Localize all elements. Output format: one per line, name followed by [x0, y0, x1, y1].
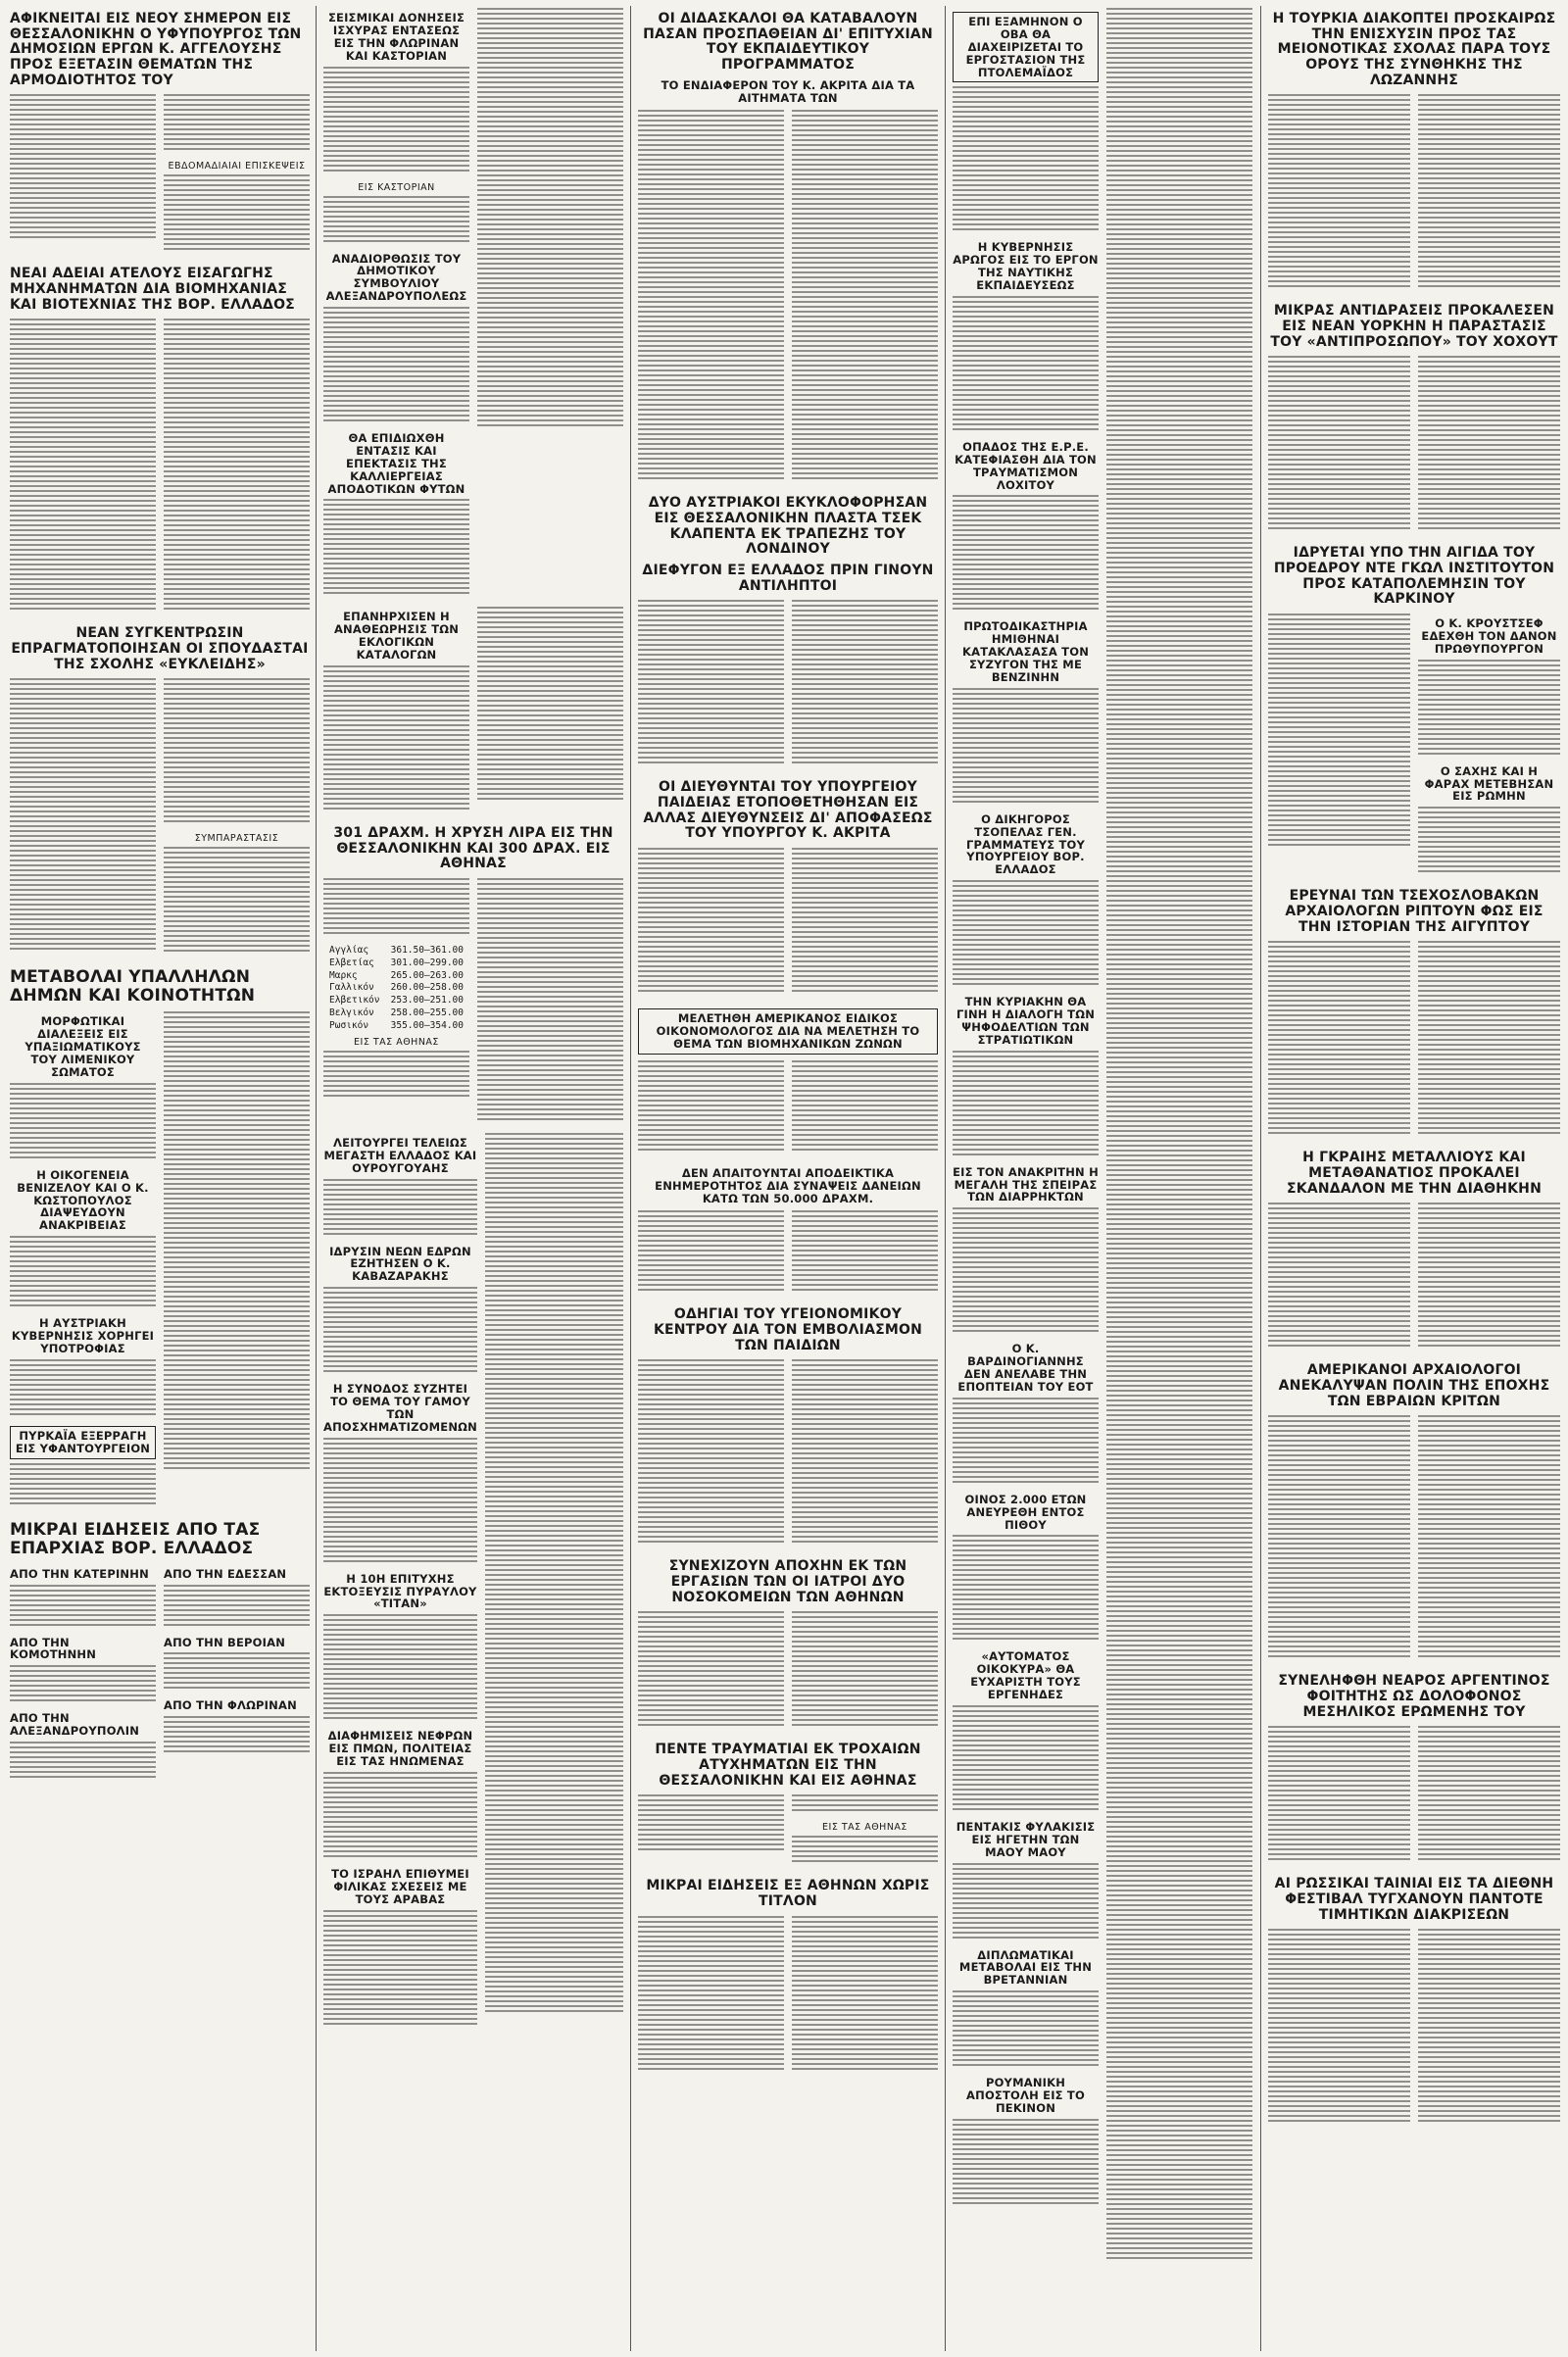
- currency-name: Ελβετικόν: [329, 995, 380, 1007]
- article-body: [638, 1792, 938, 1873]
- headline: ΡΟΥΜΑΝΙΚΗ ΑΠΟΣΤΟΛΗ ΕΙΣ ΤΟ ΠΕΚΙΝΟΝ: [966, 2076, 1085, 2115]
- column-4: [953, 6, 1252, 2351]
- headline: Η ΣΥΝΟΔΟΣ ΣΥΖΗΤΕΙ ΤΟ ΘΕΜΑ ΤΟΥ ΓΑΜΟΥ ΤΩΝ ΑΠΟΣΧΗΜΑΤΙΖΟΜΕΝΩΝ: [323, 1382, 477, 1434]
- article-body: [638, 1609, 938, 1737]
- article-block: [323, 876, 623, 1131]
- headline: ΣΥΝΕΛΗΦΘΗ ΝΕΑΡΟΣ ΑΡΓΕΝΤΙΝΟΣ ΦΟΙΤΗΤΗΣ ΩΣ ΔΟΛΟΦΟΝΟΣ ΜΕΣΗΛΙΚΟΣ ΕΡΩΜΕΝΗΣ ΤΟΥ: [1278, 1673, 1550, 1720]
- section-label: ΑΠΟ ΤΗΝ ΚΟΜΟΤΗΝΗΝ: [10, 1635, 97, 1662]
- headline: ΤΟ ΙΣΡΑΗΛ ΕΠΙΘΥΜΕΙ ΦΙΛΙΚΑΣ ΣΧΕΣΕΙΣ ΜΕ ΤΟΥΣ ΑΡΑΒΑΣ: [331, 1866, 469, 1906]
- headline: ΠΡΩΤΟΔΙΚΑΣΤΗΡΙΑ ΗΜΙΘΗΝΑΙ ΚΑΤΑΚΛΑΣΑΣΑ ΤΟΝ ΣΥΖΥΓΟΝ ΤΗΣ ΜΕ ΒΕΝΖΙΝΗΝ: [961, 619, 1090, 684]
- article-body: [1268, 354, 1560, 540]
- article-body: [10, 676, 310, 962]
- article-body: [638, 1914, 938, 2081]
- currency-name: Γαλλικόν: [329, 982, 374, 994]
- article-body: [1268, 939, 1560, 1145]
- column-rule: [945, 6, 946, 2351]
- currency-price: 253.00—251.00: [390, 995, 464, 1007]
- article-body: [10, 1009, 310, 1514]
- headline: ΑΝΑΔΙΟΡΘΩΣΙΣ ΤΟΥ ΔΗΜΟΤΙΚΟΥ ΣΥΜΒΟΥΛΙΟΥ ΑΛΕΞΑΝΔΡΟΥΠΟΛΕΩΣ: [325, 251, 467, 304]
- headline: ΝΕΑΙ ΑΔΕΙΑΙ ΑΤΕΛΟΥΣ ΕΙΣΑΓΩΓΗΣ ΜΗΧΑΝΗΜΑΤΩΝ ΔΙΑ ΒΙΟΜΗΧΑΝΙΑΣ ΚΑΙ ΒΙΟΤΕΧΝΙΑΣ ΤΗΣ ΒΟΡ. ΕΛΛΑΔΟΣ: [10, 266, 295, 313]
- article-body: [1268, 612, 1560, 883]
- subheading: ΕΙΣ ΚΑΣΤΟΡΙΑΝ: [358, 181, 435, 193]
- headline: ΔΕΝ ΑΠΑΙΤΟΥΝΤΑΙ ΑΠΟΔΕΙΚΤΙΚΑ ΕΝΗΜΕΡΟΤΗΤΟΣ ΔΙΑ ΣΥΝΑΨΕΙΣ ΔΑΝΕΙΩΝ ΚΑΤΩ ΤΩΝ 50.000 ΔΡΑΧΜ.: [655, 1165, 921, 1205]
- article-body: [1268, 1201, 1560, 1357]
- subheading: ΕΙΣ ΤΑΣ ΑΘΗΝΑΣ: [822, 1822, 907, 1834]
- subheading: ΕΒΔΟΜΑΔΙΑΙΑΙ ΕΠΙΣΚΕΨΕΙΣ: [168, 161, 306, 172]
- currency-price: 260.00—258.00: [390, 982, 464, 994]
- currency-table: [329, 945, 464, 1033]
- headline: ΔΙΑΦΗΜΙΣΕΙΣ ΝΕΦΡΩΝ ΕΙΣ ΠΜΩΝ, ΠΟΛΙΤΕΙΑΣ ΕΙΣ ΤΑΣ ΗΝΩΜΕΝΑΣ: [327, 1729, 473, 1769]
- headline: ΘΑ ΕΠΙΔΙΩΧΘΗ ΕΝΤΑΣΙΣ ΚΑΙ ΕΠΕΚΤΑΣΙΣ ΤΗΣ ΚΑΛΛΙΕΡΓΕΙΑΣ ΑΠΟΔΟΤΙΚΩΝ ΦΥΤΩΝ: [327, 431, 466, 496]
- article-body: [638, 846, 938, 1003]
- headline: ΕΠΙ ΕΞΑΜΗΝΟΝ Ο ΟΒΑ ΘΑ ΔΙΑΧΕΙΡΙΖΕΤΑΙ ΤΟ ΕΡΓΟΣΤΑΣΙΟΝ ΤΗΣ ΠΤΟΛΕΜΑΪΔΟΣ: [953, 12, 1099, 82]
- headline: ΤΗΝ ΚΥΡΙΑΚΗΝ ΘΑ ΓΙΝΗ Η ΔΙΑΛΟΓΗ ΤΩΝ ΨΗΦΟΔΕΛΤΙΩΝ ΤΩΝ ΣΤΡΑΤΙΩΤΙΚΩΝ: [956, 995, 1096, 1047]
- headline: ΣΕΙΣΜΙΚΑΙ ΔΟΝΗΣΕΙΣ ΙΣΧΥΡΑΣ ΕΝΤΑΣΕΩΣ ΕΙΣ ΤΗΝ ΦΛΩΡΙΝΑΝ ΚΑΙ ΚΑΣΤΟΡΙΑΝ: [327, 11, 466, 63]
- headline: ΕΠΑΝΗΡΧΙΣΕΝ Η ΑΝΑΘΕΩΡΗΣΙΣ ΤΩΝ ΕΚΛΟΓΙΚΩΝ ΚΑΤΑΛΟΓΩΝ: [333, 610, 460, 662]
- currency-price: 258.00—255.00: [390, 1007, 464, 1018]
- headline: ΟΙΝΟΣ 2.000 ΕΤΩΝ ΑΝΕΥΡΕΘΗ ΕΝΤΟΣ ΠΙΘΟΥ: [964, 1492, 1087, 1532]
- currency-price: 265.00—263.00: [390, 969, 464, 981]
- headline: ΙΔΡΥΕΤΑΙ ΥΠΟ ΤΗΝ ΑΙΓΙΔΑ ΤΟΥ ΠΡΟΕΔΡΟΥ ΝΤΕ ΓΚΩΛ ΙΝΣΤΙΤΟΥΤΟΝ ΠΡΟΣ ΚΑΤΑΠΟΛΕΜΗΣΙΝ ΤΟΥ ΚΑΡΚΙΝΟΥ: [1273, 545, 1555, 608]
- article-body: [638, 108, 938, 490]
- headline: ΟΔΗΓΙΑΙ ΤΟΥ ΥΓΕΙΟΝΟΜΙΚΟΥ ΚΕΝΤΡΟΥ ΔΙΑ ΤΟΝ ΕΜΒΟΛΙΑΣΜΟΝ ΤΩΝ ΠΑΙΔΙΩΝ: [653, 1306, 923, 1353]
- article-body: [638, 598, 938, 774]
- column-5: [1268, 6, 1560, 2351]
- column-1: [10, 6, 310, 2351]
- column-rule: [1260, 6, 1261, 2351]
- currency-name: Βελγικόν: [329, 1007, 374, 1018]
- headline: ΟΙ ΔΙΕΥΘΥΝΤΑΙ ΤΟΥ ΥΠΟΥΡΓΕΙΟΥ ΠΑΙΔΕΙΑΣ ΕΤΟΠΟΘΕΤΗΘΗΣΑΝ ΕΙΣ ΑΛΛΑΣ ΔΙΕΥΘΥΝΣΕΙΣ ΔΙ' ΑΠΟΦΑΣΕΩΣ ΤΟΥ ΥΠΟΥΡΓΟΥ Κ. ΑΚΡΙΤΑ: [643, 779, 933, 842]
- headline: ΛΕΙΤΟΥΡΓΕΙ ΤΕΛΕΙΩΣ ΜΕΓΑΣΤΗ ΕΛΛΑΔΟΣ ΚΑΙ ΟΥΡΟΥΓΟΥΑΗΣ: [323, 1135, 477, 1175]
- headline: ΜΙΚΡΑΙ ΕΙΔΗΣΕΙΣ ΑΠΟ ΤΑΣ ΕΠΑΡΧΙΑΣ ΒΟΡ. ΕΛΛΑΔΟΣ: [10, 1519, 261, 1558]
- headline: «ΑΥΤΟΜΑΤΟΣ ΟΙΚΟΚΥΡΑ» ΘΑ ΕΥΧΑΡΙΣΤΗ ΤΟΥΣ ΕΡΓΕΝΗΔΕΣ: [970, 1649, 1081, 1701]
- headline: ΕΡΕΥΝΑΙ ΤΩΝ ΤΣΕΧΟΣΛΟΒΑΚΩΝ ΑΡΧΑΙΟΛΟΓΩΝ ΡΙΠΤΟΥΝ ΦΩΣ ΕΙΣ ΤΗΝ ΙΣΤΟΡΙΑΝ ΤΗΣ ΑΙΓΥΠΤΟΥ: [1285, 888, 1544, 935]
- headline: 301 ΔΡΑΧΜ. Η ΧΡΥΣΗ ΛΙΡΑ ΕΙΣ ΤΗΝ ΘΕΣΣΑΛΟΝΙΚΗΝ ΚΑΙ 300 ΔΡΑΧ. ΕΙΣ ΑΘΗΝΑΣ: [333, 824, 613, 872]
- headline: ΜΟΡΦΩΤΙΚΑΙ ΔΙΑΛΕΞΕΙΣ ΕΙΣ ΥΠΑΞΙΩΜΑΤΙΚΟΥΣ ΤΟΥ ΛΙΜΕΝΙΚΟΥ ΣΩΜΑΤΟΣ: [24, 1014, 141, 1079]
- currency-row: [329, 995, 464, 1007]
- section-label: ΑΠΟ ΤΗΝ ΑΛΕΞΑΝΔΡΟΥΠΟΛΙΝ: [10, 1711, 140, 1739]
- currency-price: 355.00—354.00: [390, 1019, 464, 1031]
- currency-price: 361.50—361.00: [390, 944, 464, 956]
- currency-row: [329, 982, 464, 995]
- currency-row: [329, 958, 464, 970]
- headline: Η ΤΟΥΡΚΙΑ ΔΙΑΚΟΠΤΕΙ ΠΡΟΣΚΑΙΡΩΣ ΤΗΝ ΕΝΙΣΧΥΣΙΝ ΠΡΟΣ ΤΑΣ ΜΕΙΟΝΟΤΙΚΑΣ ΣΧΟΛΑΣ ΠΑΡΑ ΤΟΥΣ ΟΡΟΥΣ ΤΗΣ ΣΥΝΘΗΚΗΣ ΤΗΣ ΛΩΖΑΝΝΗΣ: [1272, 11, 1556, 88]
- headline: ΑΙ ΡΩΣΣΙΚΑΙ ΤΑΙΝΙΑΙ ΕΙΣ ΤΑ ΔΙΕΘΝΗ ΦΕΣΤΙΒΑΛ ΤΥΓΧΑΝΟΥΝ ΠΑΝΤΟΤΕ ΤΙΜΗΤΙΚΩΝ ΔΙΑΚΡΙΣΕΩΝ: [1274, 1876, 1554, 1923]
- article-block: [323, 6, 623, 605]
- article-block: [953, 6, 1252, 2270]
- headline: ΝΕΑΝ ΣΥΓΚΕΝΤΡΩΣΙΝ ΕΠΡΑΓΜΑΤΟΠΟΙΗΣΑΝ ΟΙ ΣΠΟΥΔΑΣΤΑΙ ΤΗΣ ΣΧΟΛΗΣ «ΕΥΚΛΕΙΔΗΣ»: [11, 625, 309, 672]
- headline: ΕΙΣ ΤΟΝ ΑΝΑΚΡΙΤΗΝ Η ΜΕΓΑΛΗ ΤΗΣ ΣΠΕΙΡΑΣ ΤΩΝ ΔΙΑΡΡΗΚΤΩΝ: [953, 1164, 1099, 1204]
- article-body: [638, 1357, 938, 1553]
- headline: Η ΚΥΒΕΡΝΗΣΙΣ ΑΡΩΓΟΣ ΕΙΣ ΤΟ ΕΡΓΟΝ ΤΗΣ ΝΑΥΤΙΚΗΣ ΕΚΠΑΙΔΕΥΣΕΩΣ: [953, 240, 1099, 292]
- column-rule: [630, 6, 631, 2351]
- headline: ΔΙΠΛΩΜΑΤΙΚΑΙ ΜΕΤΑΒΟΛΑΙ ΕΙΣ ΤΗΝ ΒΡΕΤΑΝΝΙΑΝ: [958, 1947, 1093, 1988]
- headline: ΜΙΚΡΑΣ ΑΝΤΙΔΡΑΣΕΙΣ ΠΡΟΚΑΛΕΣΕΝ ΕΙΣ ΝΕΑΝ ΥΟΡΚΗΝ Η ΠΑΡΑΣΤΑΣΙΣ ΤΟΥ «ΑΝΤΙΠΡΟΣΩΠΟΥ» ΤΟΥ ΧΟΧΟΥΤ: [1270, 303, 1558, 350]
- headline: Η ΟΙΚΟΓΕΝΕΙΑ ΒΕΝΙΖΕΛΟΥ ΚΑΙ Ο Κ. ΚΩΣΤΟΠΟΥΛΟΣ ΔΙΑΨΕΥΔΟΥΝ ΑΝΑΚΡΙΒΕΙΑΣ: [17, 1167, 149, 1233]
- headline: ΟΙ ΔΙΔΑΣΚΑΛΟΙ ΘΑ ΚΑΤΑΒΑΛΟΥΝ ΠΑΣΑΝ ΠΡΟΣΠΑΘΕΙΑΝ ΔΙ' ΕΠΙΤΥΧΙΑΝ ΤΟΥ ΕΚΠΑΙΔΕΥΤΙΚΟΥ ΠΡΟΓΡΑΜΜΑΤΟΣ: [643, 11, 933, 74]
- article-body: [10, 92, 310, 261]
- headline: ΑΜΕΡΙΚΑΝΟΙ ΑΡΧΑΙΟΛΟΓΟΙ ΑΝΕΚΑΛΥΨΑΝ ΠΟΛΙΝ ΤΗΣ ΕΠΟΧΗΣ ΤΩΝ ΕΒΡΑΙΩΝ ΚΡΙΤΩΝ: [1278, 1362, 1550, 1409]
- headline: ΠΕΝΤΕ ΤΡΑΥΜΑΤΙΑΙ ΕΚ ΤΡΟΧΑΙΩΝ ΑΤΥΧΗΜΑΤΩΝ ΕΙΣ ΤΗΝ ΘΕΣΣΑΛΟΝΙΚΗΝ ΚΑΙ ΕΙΣ ΑΘΗΝΑΣ: [655, 1742, 921, 1789]
- column-rule: [316, 6, 317, 2351]
- headline: ΠΥΡΚΑΪΑ ΕΞΕΡΡΑΓΗ ΕΙΣ ΥΦΑΝΤΟΥΡΓΕΙΟΝ: [10, 1426, 156, 1459]
- headline: ΜΕΛΕΤΗΘΗ ΑΜΕΡΙΚΑΝΟΣ ΕΙΔΙΚΟΣ ΟΙΚΟΝΟΜΟΛΟΓΟΣ ΔΙΑ ΝΑ ΜΕΛΕΤΗΣΗ ΤΟ ΘΕΜΑ ΤΩΝ ΒΙΟΜΗΧΑΝΙΚΩΝ ΖΩΝΩΝ: [638, 1008, 938, 1055]
- headline: ΜΕΤΑΒΟΛΑΙ ΥΠΑΛΛΗΛΩΝ ΔΗΜΩΝ ΚΑΙ ΚΟΙΝΟΤΗΤΩΝ: [10, 967, 256, 1007]
- headline: ΣΥΝΕΧΙΖΟΥΝ ΑΠΟΧΗΝ ΕΚ ΤΩΝ ΕΡΓΑΣΙΩΝ ΤΩΝ ΟΙ ΙΑΤΡΟΙ ΔΥΟ ΝΟΣΟΚΟΜΕΙΩΝ ΤΩΝ ΑΘΗΝΩΝ: [668, 1558, 907, 1605]
- article-body: [10, 317, 310, 620]
- article-block: [323, 605, 623, 820]
- column-3: [638, 6, 938, 2351]
- currency-price: 301.00—299.00: [390, 957, 464, 968]
- headline: Ο Κ. ΚΡΟΥΣΤΣΕΦ ΕΔΕΧΘΗ ΤΟΝ ΔΑΝΟΝ ΠΡΩΘΥΠΟΥΡΓΟΝ: [1421, 616, 1557, 656]
- article-body: [1268, 1724, 1560, 1871]
- headline: Ο ΔΙΚΗΓΟΡΟΣ ΤΣΟΠΕΛΑΣ ΓΕΝ. ΓΡΑΜΜΑΤΕΥΣ ΤΟΥ ΥΠΟΥΡΓΕΙΟΥ ΒΟΡ. ΕΛΛΑΔΟΣ: [965, 811, 1086, 877]
- subheading: ΕΙΣ ΤΑΣ ΑΘΗΝΑΣ: [354, 1036, 439, 1048]
- article-block: [323, 1131, 623, 2036]
- section-label: ΑΠΟ ΤΗΝ ΦΛΩΡΙΝΑΝ: [164, 1698, 297, 1713]
- section-label: ΑΠΟ ΤΗΝ ΚΑΤΕΡΙΝΗΝ: [10, 1566, 149, 1581]
- currency-name: Ρωσικόν: [329, 1019, 369, 1031]
- section-label: ΑΠΟ ΤΗΝ ΕΔΕΣΣΑΝ: [164, 1566, 287, 1581]
- headline: ΙΔΡΥΣΙΝ ΝΕΩΝ ΕΔΡΩΝ ΕΖΗΤΗΣΕΝ Ο Κ. ΚΑΒΑΖΑΡΑΚΗΣ: [329, 1244, 471, 1284]
- currency-row: [329, 1020, 464, 1033]
- currency-name: Αγγλίας: [329, 944, 369, 956]
- currency-row: [329, 970, 464, 983]
- article-body: [1268, 92, 1560, 298]
- article-body: [10, 1562, 310, 1789]
- column-2: [323, 6, 623, 2351]
- headline: ΑΦΙΚΝΕΙΤΑΙ ΕΙΣ ΝΕΟΥ ΣΗΜΕΡΟΝ ΕΙΣ ΘΕΣΣΑΛΟΝΙΚΗΝ Ο ΥΦΥΠΟΥΡΓΟΣ ΤΩΝ ΔΗΜΟΣΙΩΝ ΕΡΓΩΝ Κ. ΑΓΓΕΛΟΥΣΗΣ ΠΡΟΣ ΕΞΕΤΑΣΙΝ ΘΕΜΑΤΩΝ ΤΗΣ ΑΡΜΟΔΙΟΤΗΤΟΣ ΤΟΥ: [10, 11, 302, 88]
- headline: Ο Κ. ΒΑΡΔΙΝΟΓΙΑΝΝΗΣ ΔΕΝ ΑΝΕΛΑΒΕ ΤΗΝ ΕΠΟΠΤΕΙΑΝ ΤΟΥ ΕΟΤ: [957, 1342, 1094, 1394]
- article-body: [1268, 1413, 1560, 1668]
- headline: Η 10Η ΕΠΙΤΥΧΗΣ ΕΚΤΟΞΕΥΣΙΣ ΠΥΡΑΥΛΟΥ «ΤΙΤΑΝ»: [323, 1571, 477, 1611]
- headline: ΤΟ ΕΝΔΙΑΦΕΡΟΝ ΤΟΥ Κ. ΑΚΡΙΤΑ ΔΙΑ ΤΑ ΑΙΤΗΜΑΤΑ ΤΩΝ: [661, 77, 915, 105]
- currency-name: Μαρκς: [329, 969, 358, 981]
- article-body: [638, 1058, 938, 1161]
- headline: ΠΕΝΤΑΚΙΣ ΦΥΛΑΚΙΣΙΣ ΕΙΣ ΗΓΕΤΗΝ ΤΩΝ ΜΑΟΥ ΜΑΟΥ: [956, 1819, 1096, 1859]
- headline: Η ΑΥΣΤΡΙΑΚΗ ΚΥΒΕΡΝΗΣΙΣ ΧΟΡΗΓΕΙ ΥΠΟΤΡΟΦΙΑΣ: [11, 1316, 155, 1355]
- headline: ΟΠΑΔΟΣ ΤΗΣ Ε.Ρ.Ε. ΚΑΤΕΦΙΑΣΘΗ ΔΙΑ ΤΟΝ ΤΡΑΥΜΑΤΙΣΜΟΝ ΛΟΧΙΤΟΥ: [955, 439, 1097, 492]
- headline: ΜΙΚΡΑΙ ΕΙΔΗΣΕΙΣ ΕΞ ΑΘΗΝΩΝ ΧΩΡΙΣ ΤΙΤΛΟΝ: [646, 1878, 930, 1910]
- headline: Ο ΣΑΧΗΣ ΚΑΙ Η ΦΑΡΑΧ ΜΕΤΕΒΗΣΑΝ ΕΙΣ ΡΩΜΗΝ: [1424, 763, 1554, 804]
- currency-row: [329, 1007, 464, 1020]
- currency-row: [329, 945, 464, 958]
- article-body: [1268, 1927, 1560, 2133]
- subheading: ΣΥΜΠΑΡΑΣΤΑΣΙΣ: [194, 833, 279, 845]
- article-body: [638, 1208, 938, 1301]
- headline: ΔΙΕΦΥΓΟΝ ΕΞ ΕΛΛΑΔΟΣ ΠΡΙΝ ΓΙΝΟΥΝ ΑΝΤΙΛΗΠΤΟΙ: [642, 563, 934, 594]
- section-label: ΑΠΟ ΤΗΝ ΒΕΡΟΙΑΝ: [164, 1635, 286, 1649]
- currency-name: Ελβετίας: [329, 957, 374, 968]
- headline: ΔΥΟ ΑΥΣΤΡΙΑΚΟΙ ΕΚΥΚΛΟΦΟΡΗΣΑΝ ΕΙΣ ΘΕΣΣΑΛΟΝΙΚΗΝ ΠΛΑΣΤΑ ΤΣΕΚ ΚΛΑΠΕΝΤΑ ΕΚ ΤΡΑΠΕΖΗΣ ΤΟΥ ΛΟΝΔΙΝΟΥ: [648, 495, 928, 558]
- headline: Η ΓΚΡΑΙΗΣ ΜΕΤΑΛΛΙΟΥΣ ΚΑΙ ΜΕΤΑΘΑΝΑΤΙΟΣ ΠΡΟΚΑΛΕΙ ΣΚΑΝΔΑΛΟΝ ΜΕ ΤΗΝ ΔΙΑΘΗΚΗΝ: [1287, 1150, 1542, 1197]
